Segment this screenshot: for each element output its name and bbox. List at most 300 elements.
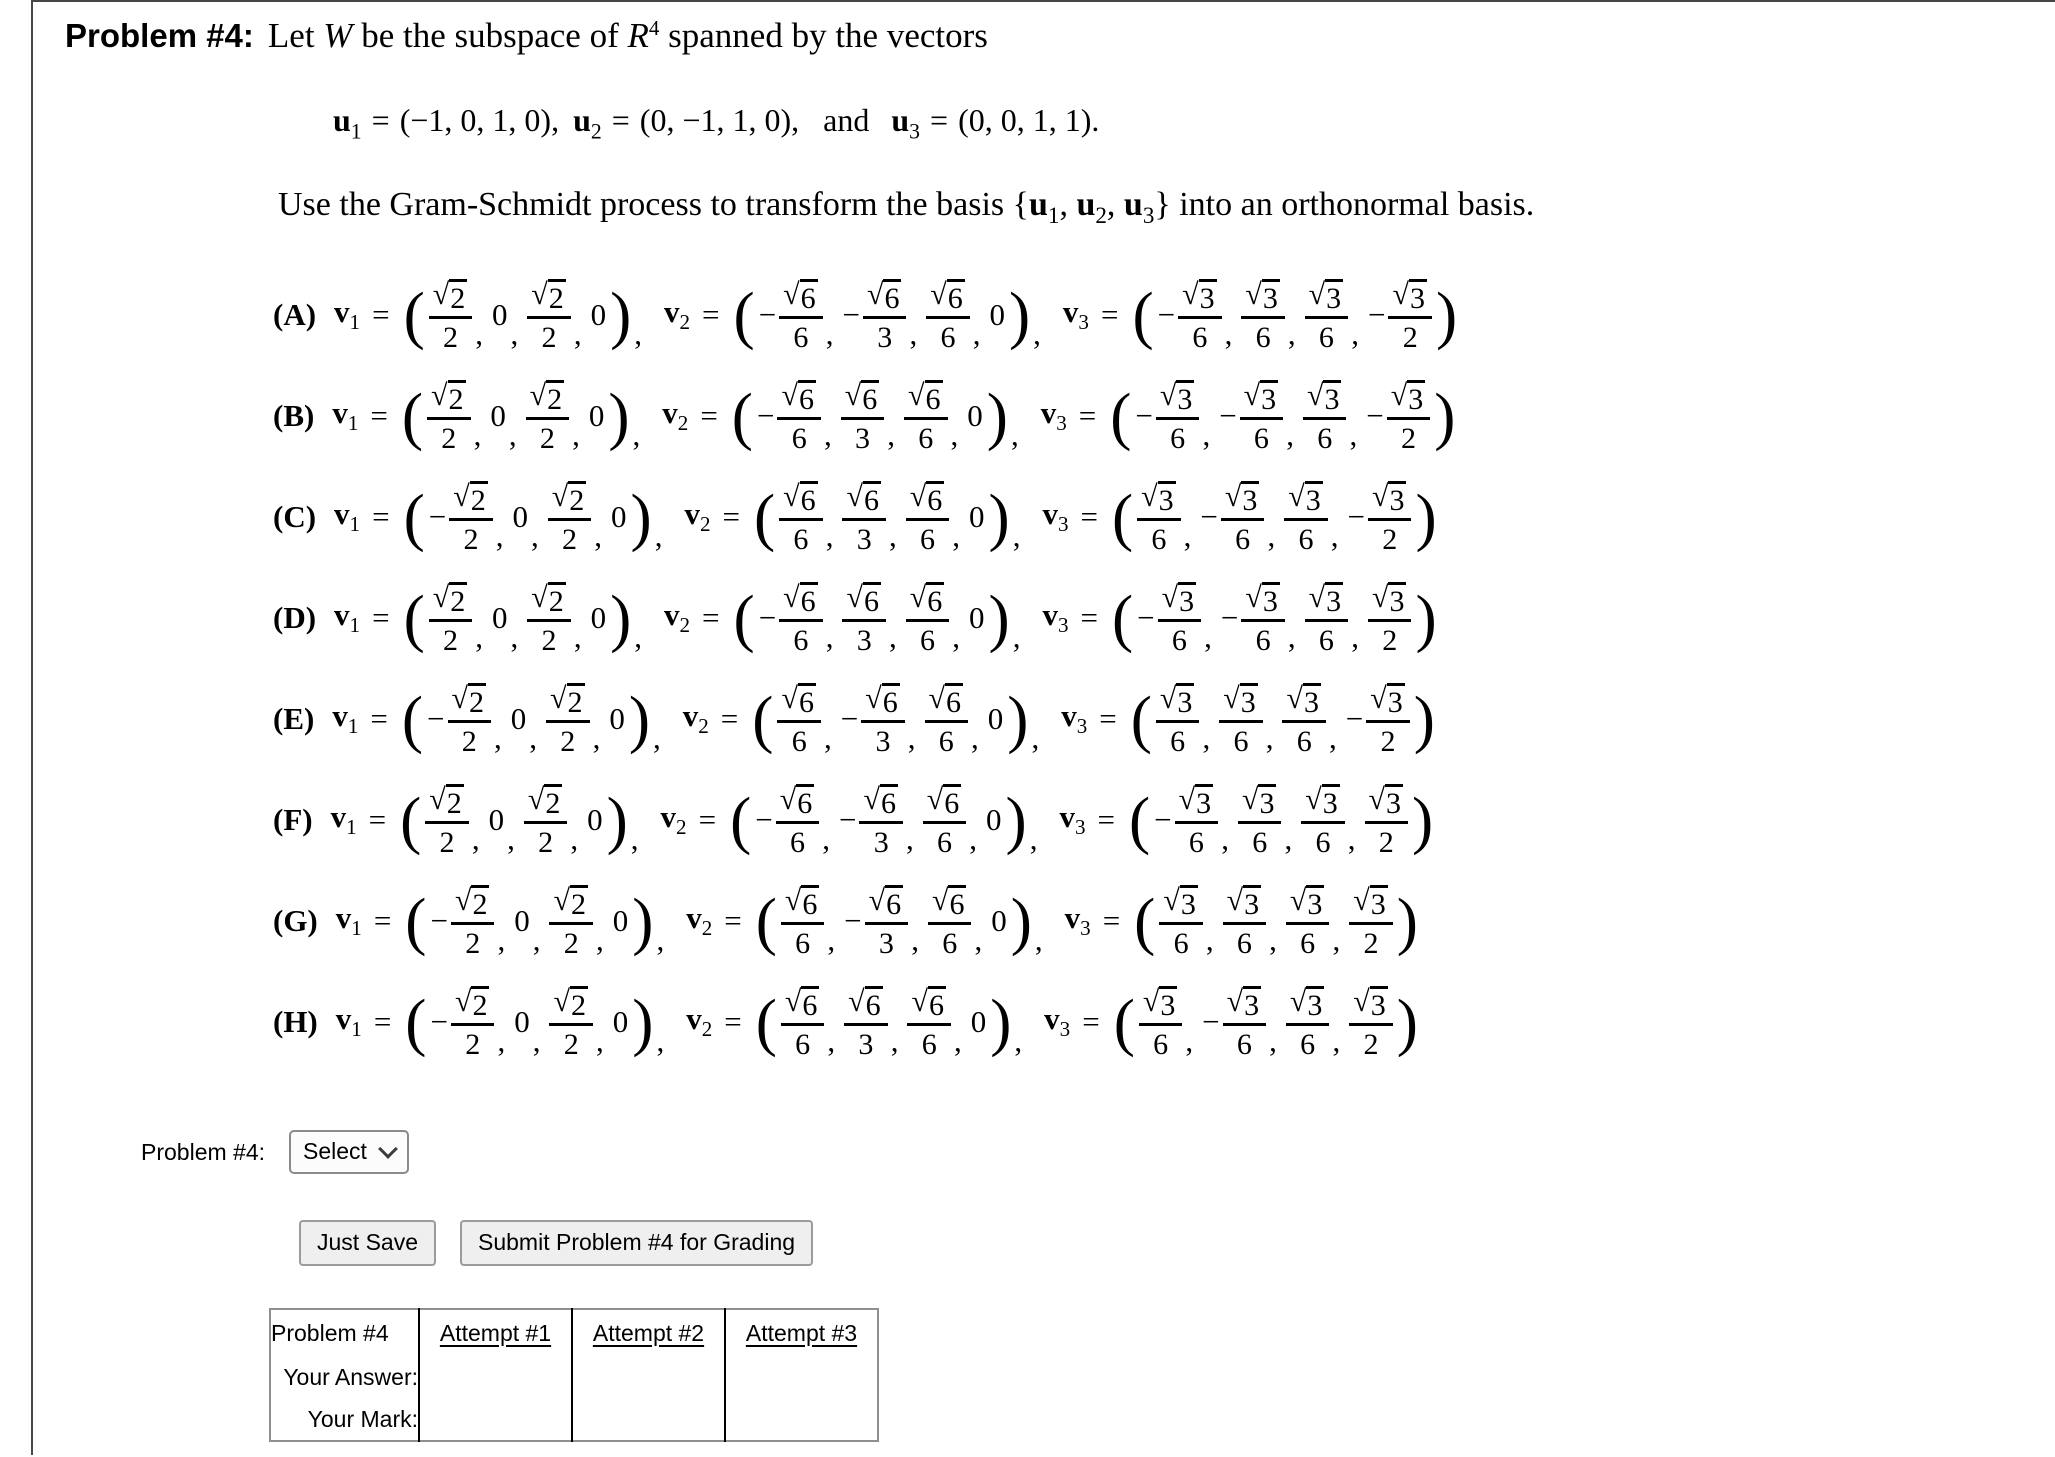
comma: , (906, 821, 914, 857)
vector-name: u (333, 102, 351, 138)
vector-label (664, 597, 690, 638)
fraction-numerator (1221, 480, 1265, 521)
vector-name: v (335, 900, 352, 936)
fraction-denominator: 6 (1255, 319, 1271, 354)
fraction (1368, 480, 1412, 554)
fraction (1286, 884, 1330, 958)
vector-label (331, 799, 357, 840)
fraction-numerator (1175, 783, 1219, 824)
vector-name: v (660, 799, 677, 835)
comma: , (529, 720, 538, 756)
just-save-button[interactable]: Just Save (299, 1220, 436, 1266)
fraction (779, 480, 823, 554)
comma: , (825, 316, 834, 352)
equals-sign: = (370, 700, 388, 736)
fraction-numerator (546, 682, 590, 723)
equals-sign: = (702, 296, 720, 332)
sqrt-symbol: √ (1245, 579, 1262, 614)
vector-subscript: 1 (351, 1017, 362, 1042)
space-exponent: 4 (648, 16, 660, 41)
fraction-denominator: 6 (1192, 319, 1208, 354)
comma: , (1221, 821, 1229, 857)
fraction-denominator: 6 (793, 319, 809, 354)
fraction-numerator (906, 480, 950, 521)
attempt-2-link[interactable]: Attempt #2 (592, 1319, 705, 1346)
vector-label (683, 698, 709, 739)
minus-sign: − (758, 296, 777, 332)
comma: , (823, 417, 832, 453)
vector-label (661, 799, 687, 840)
vector-label (1063, 294, 1089, 335)
close-paren: ) (610, 581, 632, 654)
comma: , (656, 922, 665, 958)
fraction-denominator: 6 (1170, 420, 1186, 455)
sqrt-symbol: √ (451, 680, 469, 715)
fraction-numerator (1158, 581, 1202, 622)
fraction-denominator: 2 (539, 420, 555, 455)
sqrt-symbol: √ (781, 377, 798, 412)
comma: , (508, 417, 517, 453)
results-table (269, 1308, 879, 1442)
vector-value: (0, 0, 1, 1). (958, 102, 1100, 138)
fraction-denominator: 3 (877, 319, 893, 354)
close-paren: ) (1413, 682, 1435, 755)
radicand: 3 (1242, 482, 1258, 517)
fraction-numerator (425, 783, 469, 824)
fraction-denominator: 2 (541, 622, 557, 657)
vector-subscript: 2 (676, 815, 687, 840)
fraction (928, 884, 972, 958)
option-letter: (A) (273, 296, 317, 332)
zero-component: 0 (587, 801, 603, 837)
fraction (451, 985, 495, 1059)
fraction-numerator (1223, 985, 1267, 1026)
results-problem-header: Problem #4 (271, 1319, 389, 1346)
vector-label (1042, 496, 1068, 537)
vector-value: (0, −1, 1, 0), (639, 102, 800, 138)
fraction (429, 581, 473, 655)
fraction-numerator (863, 278, 907, 319)
radicand: 2 (469, 684, 485, 719)
radicand: 6 (800, 280, 816, 315)
attempt-3-link[interactable]: Attempt #3 (745, 1319, 858, 1346)
fraction-denominator: 6 (1252, 824, 1268, 859)
separator: , (1059, 186, 1077, 224)
radicand: 3 (1180, 886, 1196, 921)
comma: , (969, 821, 978, 857)
minus-sign: − (1345, 700, 1364, 736)
close-paren: ) (1434, 379, 1456, 452)
zero-component: 0 (987, 700, 1004, 736)
comma: , (1329, 720, 1337, 756)
comma: , (1183, 518, 1192, 554)
sqrt-symbol: √ (553, 983, 570, 1018)
radicand: 3 (1158, 482, 1174, 517)
sqrt-symbol: √ (1289, 882, 1307, 917)
fraction (1159, 884, 1203, 958)
zero-component: 0 (590, 296, 607, 332)
close-paren: ) (608, 379, 630, 452)
fraction (548, 480, 592, 554)
comma: , (573, 316, 582, 352)
radicand: 3 (1177, 381, 1193, 416)
fraction-numerator (779, 581, 823, 622)
fraction-denominator: 6 (1151, 521, 1167, 556)
answer-select[interactable] (289, 1130, 409, 1174)
sqrt-symbol: √ (1308, 276, 1326, 311)
sqrt-symbol: √ (1368, 781, 1385, 816)
fraction (861, 682, 905, 756)
comma: , (1034, 922, 1043, 958)
radicand: 6 (798, 684, 814, 719)
comma: , (510, 316, 519, 352)
close-paren: ) (1396, 985, 1418, 1058)
sqrt-symbol: √ (909, 478, 927, 513)
radicand: 3 (1370, 987, 1386, 1022)
fraction (1240, 379, 1284, 453)
fraction (842, 581, 886, 655)
fraction-numerator (527, 278, 571, 319)
comma: , (1351, 619, 1359, 655)
results-header-row (270, 1309, 878, 1356)
radicand: 3 (1307, 886, 1323, 921)
fraction (1137, 480, 1181, 554)
fraction-denominator: 6 (1318, 622, 1334, 657)
vector-label (686, 900, 712, 941)
your-mark-label: Your Mark: (307, 1405, 418, 1432)
fraction-numerator (1282, 682, 1326, 723)
option-letter: (E) (273, 700, 315, 736)
open-paren: ( (1110, 379, 1132, 452)
submit-button[interactable]: Submit Problem #4 for Grading (460, 1220, 813, 1266)
vector-name: v (334, 597, 350, 633)
fraction-denominator: 2 (1363, 1026, 1379, 1061)
comma: , (1185, 1023, 1194, 1059)
basis-vector: u (1123, 186, 1143, 224)
zero-component: 0 (611, 498, 627, 534)
radicand: 2 (548, 583, 564, 618)
radicand: 6 (798, 381, 814, 416)
problem-frame (31, 0, 2055, 1455)
radicand: 6 (944, 785, 960, 820)
open-paren: ( (733, 581, 755, 654)
fraction (863, 278, 907, 352)
mark-cell-3 (725, 1398, 878, 1441)
vector-subscript: 2 (701, 916, 713, 941)
attempt-1-link[interactable]: Attempt #1 (439, 1319, 552, 1346)
fraction-denominator: 2 (563, 925, 579, 960)
fraction-numerator (449, 480, 493, 521)
minus-sign: − (755, 801, 773, 837)
fraction-denominator: 6 (1300, 1026, 1316, 1061)
fraction (1301, 783, 1345, 857)
instruction-pre: Use the Gram-Schmidt process to transform the basis (278, 186, 1013, 224)
sqrt-symbol: √ (531, 276, 548, 311)
fraction (781, 884, 825, 958)
comma: , (1204, 619, 1212, 655)
fraction (777, 379, 821, 453)
fraction-denominator: 2 (439, 824, 455, 859)
radicand: 3 (1409, 280, 1425, 315)
separator: , (1106, 186, 1124, 224)
fraction-numerator (548, 480, 592, 521)
radicand: 3 (1408, 381, 1424, 416)
sqrt-symbol: √ (865, 680, 882, 715)
chevron-down-icon (378, 1139, 398, 1159)
vector-subscript: 3 (1057, 613, 1069, 638)
radicand: 6 (882, 684, 898, 719)
vector-subscript: 3 (1056, 411, 1067, 436)
radicand: 3 (1307, 987, 1323, 1022)
fraction (1178, 278, 1222, 352)
zero-component: 0 (969, 498, 985, 534)
fraction (451, 884, 495, 958)
sqrt-symbol: √ (1159, 680, 1177, 715)
comma: , (495, 518, 504, 554)
options-list (273, 264, 2055, 1072)
zero-component: 0 (514, 902, 530, 938)
sqrt-symbol: √ (454, 882, 472, 917)
comma: , (888, 518, 897, 554)
zero-component: 0 (986, 801, 1002, 837)
comma: , (654, 518, 663, 554)
fraction (549, 884, 593, 958)
vector-name: v (682, 698, 699, 734)
fraction-numerator (1368, 581, 1412, 622)
fraction-numerator (1301, 783, 1345, 824)
fraction-denominator: 6 (1315, 824, 1331, 859)
vector-label (664, 294, 690, 335)
comma: , (825, 518, 834, 554)
option-row-A (273, 264, 2055, 365)
equals-sign: = (372, 599, 390, 635)
sqrt-symbol: √ (1306, 377, 1324, 412)
fraction-numerator (1286, 985, 1330, 1026)
vector-name: v (335, 1001, 352, 1037)
basis-subscript: 2 (1095, 203, 1107, 230)
fraction (448, 682, 492, 756)
fraction-numerator (842, 480, 886, 521)
comma: , (497, 922, 506, 958)
fraction (859, 783, 903, 857)
fraction-denominator: 2 (1382, 622, 1398, 657)
comma: , (475, 316, 484, 352)
open-paren: ( (405, 985, 427, 1058)
comma: , (823, 720, 832, 756)
fraction-numerator (781, 985, 825, 1026)
fraction-denominator: 3 (858, 1026, 874, 1061)
fraction-numerator (1284, 480, 1328, 521)
space-symbol: R (627, 16, 649, 55)
radicand: 6 (862, 381, 878, 416)
vector-label (334, 496, 360, 537)
equals-sign: = (373, 1003, 392, 1039)
fraction-denominator: 2 (1380, 723, 1396, 758)
sqrt-symbol: √ (1371, 478, 1389, 513)
equals-sign: = (371, 102, 390, 138)
mark-cell-1 (419, 1398, 572, 1441)
fraction-numerator (1349, 884, 1393, 925)
fraction-denominator: 6 (940, 319, 956, 354)
open-brace: { (1012, 186, 1029, 224)
vector-subscript: 1 (350, 119, 362, 144)
fraction (1305, 278, 1349, 352)
fraction-numerator (1156, 682, 1200, 723)
fraction (449, 480, 493, 554)
vector-name: v (684, 496, 700, 532)
equals-sign: = (373, 902, 392, 938)
fraction (429, 278, 473, 352)
sqrt-symbol: √ (846, 579, 863, 614)
radicand: 3 (1389, 583, 1405, 618)
fraction-denominator: 2 (441, 420, 457, 455)
sqrt-symbol: √ (1182, 276, 1199, 311)
fraction-numerator (861, 682, 905, 723)
zero-component: 0 (967, 397, 983, 433)
vector-value: (−1, 0, 1, 0), (399, 102, 560, 138)
close-paren: ) (1009, 278, 1031, 351)
equals-sign: = (930, 102, 949, 138)
sqrt-symbol: √ (432, 579, 450, 614)
fraction-numerator (776, 783, 820, 824)
comma: , (887, 417, 896, 453)
fraction (904, 379, 948, 453)
comma: , (974, 922, 983, 958)
radicand: 6 (800, 482, 816, 517)
radicand: 6 (884, 280, 900, 315)
fraction (1388, 278, 1432, 352)
fraction-numerator (1159, 884, 1203, 925)
given-vectors-line (333, 102, 2055, 144)
comma: , (825, 619, 834, 655)
fraction-numerator (549, 985, 593, 1026)
vector-label (332, 395, 358, 436)
comma: , (827, 1023, 836, 1059)
fraction-denominator: 3 (873, 824, 889, 859)
fraction (427, 379, 471, 453)
fraction (1349, 884, 1393, 958)
comma: , (888, 619, 897, 655)
vector-subscript: 3 (1059, 1017, 1071, 1042)
fraction-denominator: 2 (443, 319, 459, 354)
comma: , (950, 417, 959, 453)
fraction (1139, 985, 1183, 1059)
fraction-numerator (842, 581, 886, 622)
vector-label (686, 1001, 712, 1042)
open-paren: ( (1130, 682, 1152, 755)
comma: , (592, 720, 601, 756)
radicand: 6 (880, 785, 897, 820)
fraction-denominator: 2 (1382, 521, 1398, 556)
vector-subscript: 2 (679, 613, 691, 638)
vector-subscript: 3 (1076, 714, 1088, 739)
fraction-numerator (923, 783, 967, 824)
fraction (906, 480, 950, 554)
comma: , (475, 619, 484, 655)
radicand: 3 (1262, 280, 1278, 315)
fraction (779, 581, 823, 655)
fraction-denominator: 2 (1363, 925, 1379, 960)
basis-vector: u (1076, 186, 1096, 224)
vector-subscript: 3 (1080, 916, 1091, 941)
subspace-symbol: W (323, 16, 353, 55)
intro-text: spanned by the vectors (659, 16, 988, 55)
problem-intro (268, 16, 988, 55)
fraction (1158, 581, 1202, 655)
fraction-numerator (1368, 480, 1412, 521)
sqrt-symbol: √ (431, 377, 448, 412)
open-paren: ( (403, 480, 425, 553)
answer-cell-3 (725, 1356, 878, 1398)
sqrt-symbol: √ (848, 983, 865, 1018)
sqrt-symbol: √ (429, 781, 446, 816)
close-paren: ) (986, 379, 1008, 452)
radicand: 6 (928, 987, 944, 1022)
comma: , (907, 720, 916, 756)
fraction-numerator (1139, 985, 1183, 1026)
fraction-denominator: 2 (1400, 420, 1416, 455)
fraction (781, 985, 825, 1059)
fraction-denominator: 3 (856, 622, 872, 657)
radicand: 3 (1387, 684, 1403, 719)
fraction-denominator: 6 (1318, 319, 1334, 354)
fraction (1156, 682, 1200, 756)
vector-name: v (663, 597, 680, 633)
vector-subscript: 2 (677, 411, 689, 436)
radicand: 6 (947, 280, 963, 315)
equals-sign: = (1097, 801, 1115, 837)
open-paren: ( (405, 884, 427, 957)
radicand: 3 (1326, 583, 1342, 618)
close-paren: ) (1010, 884, 1032, 957)
radicand: 2 (448, 381, 464, 416)
page-title: Problem #4: (65, 17, 254, 54)
basis-subscript: 3 (1142, 203, 1155, 230)
vector-name: v (330, 799, 347, 835)
fraction-numerator (448, 682, 492, 723)
comma: , (573, 619, 582, 655)
comma: , (911, 922, 919, 958)
sqrt-symbol: √ (784, 882, 802, 917)
vector-name: v (1042, 597, 1058, 633)
option-letter: (G) (273, 902, 318, 938)
vector-subscript: 1 (347, 714, 359, 739)
zero-component: 0 (512, 498, 529, 534)
minus-sign: − (842, 296, 860, 332)
zero-component: 0 (991, 902, 1007, 938)
fraction-numerator (841, 379, 885, 420)
comma: , (572, 417, 580, 453)
comma: , (1332, 922, 1341, 958)
sqrt-symbol: √ (911, 983, 928, 1018)
sqrt-symbol: √ (930, 276, 947, 311)
fraction (1223, 985, 1267, 1059)
radicand: 3 (1305, 482, 1321, 517)
close-paren: ) (1396, 884, 1418, 957)
zero-component: 0 (492, 599, 508, 635)
vector-subscript: 2 (590, 119, 602, 144)
fraction-denominator: 6 (1296, 723, 1312, 758)
open-paren: ( (403, 581, 425, 654)
option-row-C (273, 466, 2055, 567)
comma: , (1347, 821, 1356, 857)
option-letter: (H) (273, 1003, 318, 1039)
radicand: 3 (1240, 684, 1256, 719)
sqrt-symbol: √ (1142, 983, 1160, 1018)
open-paren: ( (1113, 985, 1135, 1058)
fraction-denominator: 6 (1153, 1026, 1169, 1061)
sqrt-symbol: √ (432, 276, 450, 311)
